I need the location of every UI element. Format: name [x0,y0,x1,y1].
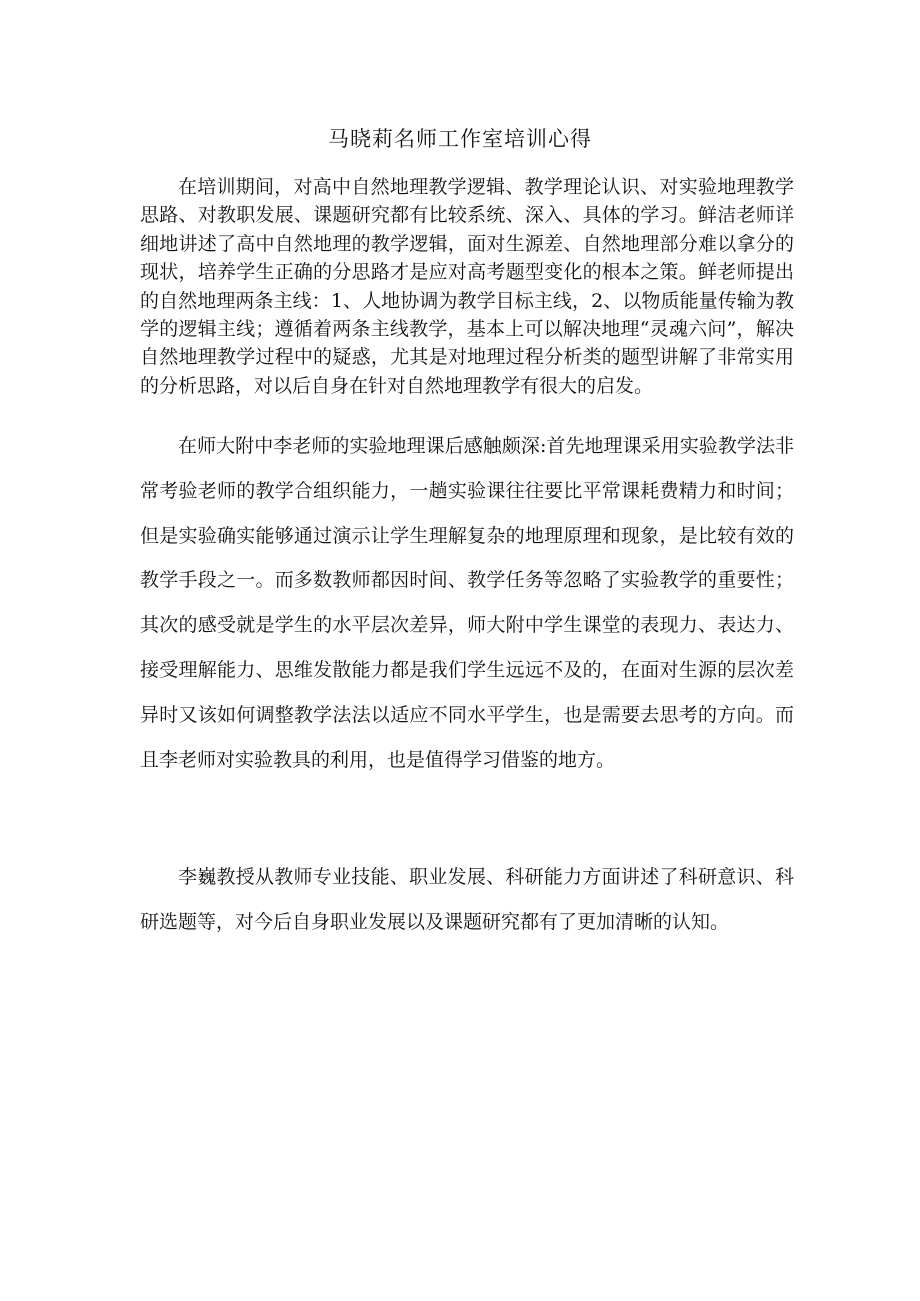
paragraph-training-logic: 在培训期间，对高中自然地理教学逻辑、教学理论认识、对实验地理教学思路、对教职发展、课题研究都有比较系统、深入、具体的学习。鲜洁老师详细地讲述了高中自然地理的教学逻辑，面对生源差、自然地理部分难以拿分的现状，培养学生正确的分思路才是应对高考题型变化的根本之策。鲜老师提出的自然地理两条主线：1、人地协调为教学目标主线，2、以物质能量传输为教学的逻辑主线；遵循着两条主线教学，基本上可以解决地理“灵魂六问”，解决自然地理教学过程中的疑惑，尤其是对地理过程分析类的题型讲解了非常实用的分析思路，对以后自身在针对自然地理教学有很大的启发。 [140,176,794,397]
paragraph-experiment-class: 在师大附中李老师的实验地理课后感触颇深:首先地理课采用实验教学法非常考验老师的教学合组织能力，一趟实验课往往要比平常课耗费精力和时间；但是实验确实能够通过演示让学生理解复杂的地理原理和现象，是比较有效的教学手段之一。而多数教师都因时间、教学任务等忽略了实验教学的重要性；其次的感受就是学生的水平层次差异，师大附中学生课堂的表现力、表达力、接受理解能力、思维发散能力都是我们学生远远不及的，在面对生源的层次差异时又该如何调整教学法法以适应不同水平学生，也是需要去思考的方向。而且李老师对实验教具的利用，也是值得学习借鉴的地方。 [140,435,794,771]
document-title: 马晓莉名师工作室培训心得 [328,127,592,151]
paragraph-research: 李巍教授从教师专业技能、职业发展、科研能力方面讲述了科研意识、科研选题等，对今后自身职业发展以及课题研究都有了更加清晰的认知。 [140,866,794,933]
